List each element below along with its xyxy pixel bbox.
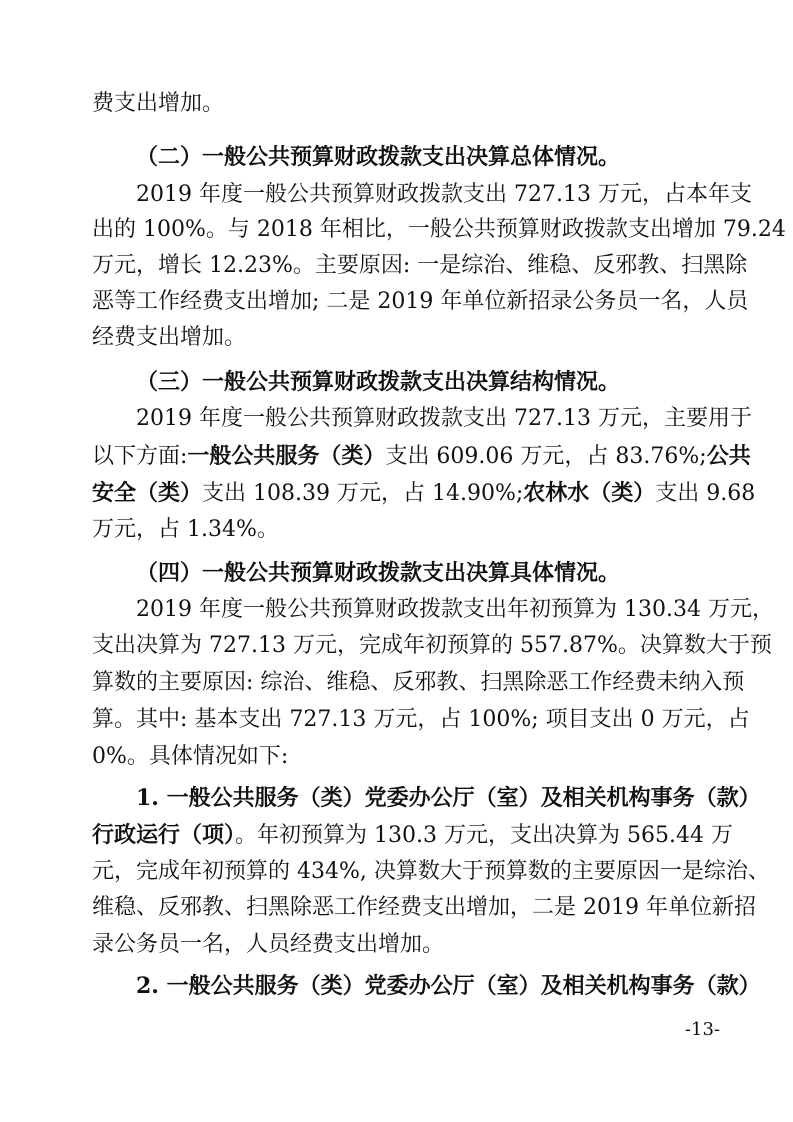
- text-line: 算。其中: 基本支出 727.13 万元，占 100%; 项目支出 0 万元，占: [92, 707, 750, 732]
- text-line: 万元，占 1.34%。: [92, 517, 279, 542]
- text-line: 元，完成年初预算的 434%, 决算数大于预算数的主要原因一是综治、: [92, 859, 770, 884]
- text-line: [92, 477, 756, 509]
- text-line: 2019 年度一般公共预算财政拨款支出 727.13 万元，主要用于: [136, 406, 752, 431]
- text-line: 0%。具体情况如下:: [92, 744, 289, 769]
- text-run: 支出 609.06 万元，占 83.76%;: [385, 444, 707, 469]
- section-heading: （三）一般公共预算财政拨款支出决算结构情况。: [136, 369, 621, 395]
- text-run: 。年初预算为 130.3 万元，支出决算为 565.44 万: [235, 823, 733, 848]
- text-line: 2019 年度一般公共预算财政拨款支出年初预算为 130.34 万元，: [136, 597, 774, 622]
- category-label: 农林水（类）: [523, 480, 656, 506]
- item-label: 行政运行（项）: [92, 822, 236, 848]
- text-line: 出的 100%。与 2018 年相比，一般公共预算财政拨款支出增加 79.24: [92, 217, 786, 242]
- section-heading: （二）一般公共预算财政拨款支出决算总体情况。: [136, 144, 621, 170]
- text-line: 维稳、反邪教、扫黑除恶工作经费支出增加，二是 2019 年单位新招: [92, 895, 756, 920]
- page-number: -13-: [684, 1019, 720, 1040]
- text-run: 支出 108.39 万元，占 14.90%;: [202, 481, 524, 506]
- text-line: 恶等工作经费支出增加; 二是 2019 年单位新招录公务员一名，人员: [92, 289, 749, 314]
- text-line: [92, 440, 751, 472]
- text-run: 支出 9.68: [655, 481, 756, 506]
- section-heading: （四）一般公共预算财政拨款支出决算具体情况。: [136, 560, 621, 586]
- text-line: 2019 年度一般公共预算财政拨款支出 727.13 万元，占本年支: [136, 182, 752, 207]
- text-line: [92, 819, 733, 851]
- category-label: 一般公共服务（类）: [187, 443, 386, 469]
- item-heading: 2. 一般公共服务（类）党委办公厅（室）及相关机构事务（款）: [136, 973, 761, 999]
- text-line: 费支出增加。: [92, 91, 225, 116]
- text-line: 万元，增长 12.23%。主要原因: 一是综治、维稳、反邪教、扫黑除: [92, 253, 748, 278]
- item-heading: 1. 一般公共服务（类）党委办公厅（室）及相关机构事务（款）: [136, 785, 761, 811]
- text-line: 支出决算为 727.13 万元，完成年初预算的 557.87%。决算数大于预: [92, 633, 772, 658]
- text-run: 以下方面:: [92, 444, 188, 469]
- category-label: 公共: [706, 443, 751, 469]
- text-line: 经费支出增加。: [92, 325, 247, 350]
- category-label: 安全（类）: [92, 480, 203, 506]
- text-line: 录公务员一名，人员经费支出增加。: [92, 932, 445, 957]
- text-line: 算数的主要原因: 综治、维稳、反邪教、扫黑除恶工作经费未纳入预: [92, 670, 745, 695]
